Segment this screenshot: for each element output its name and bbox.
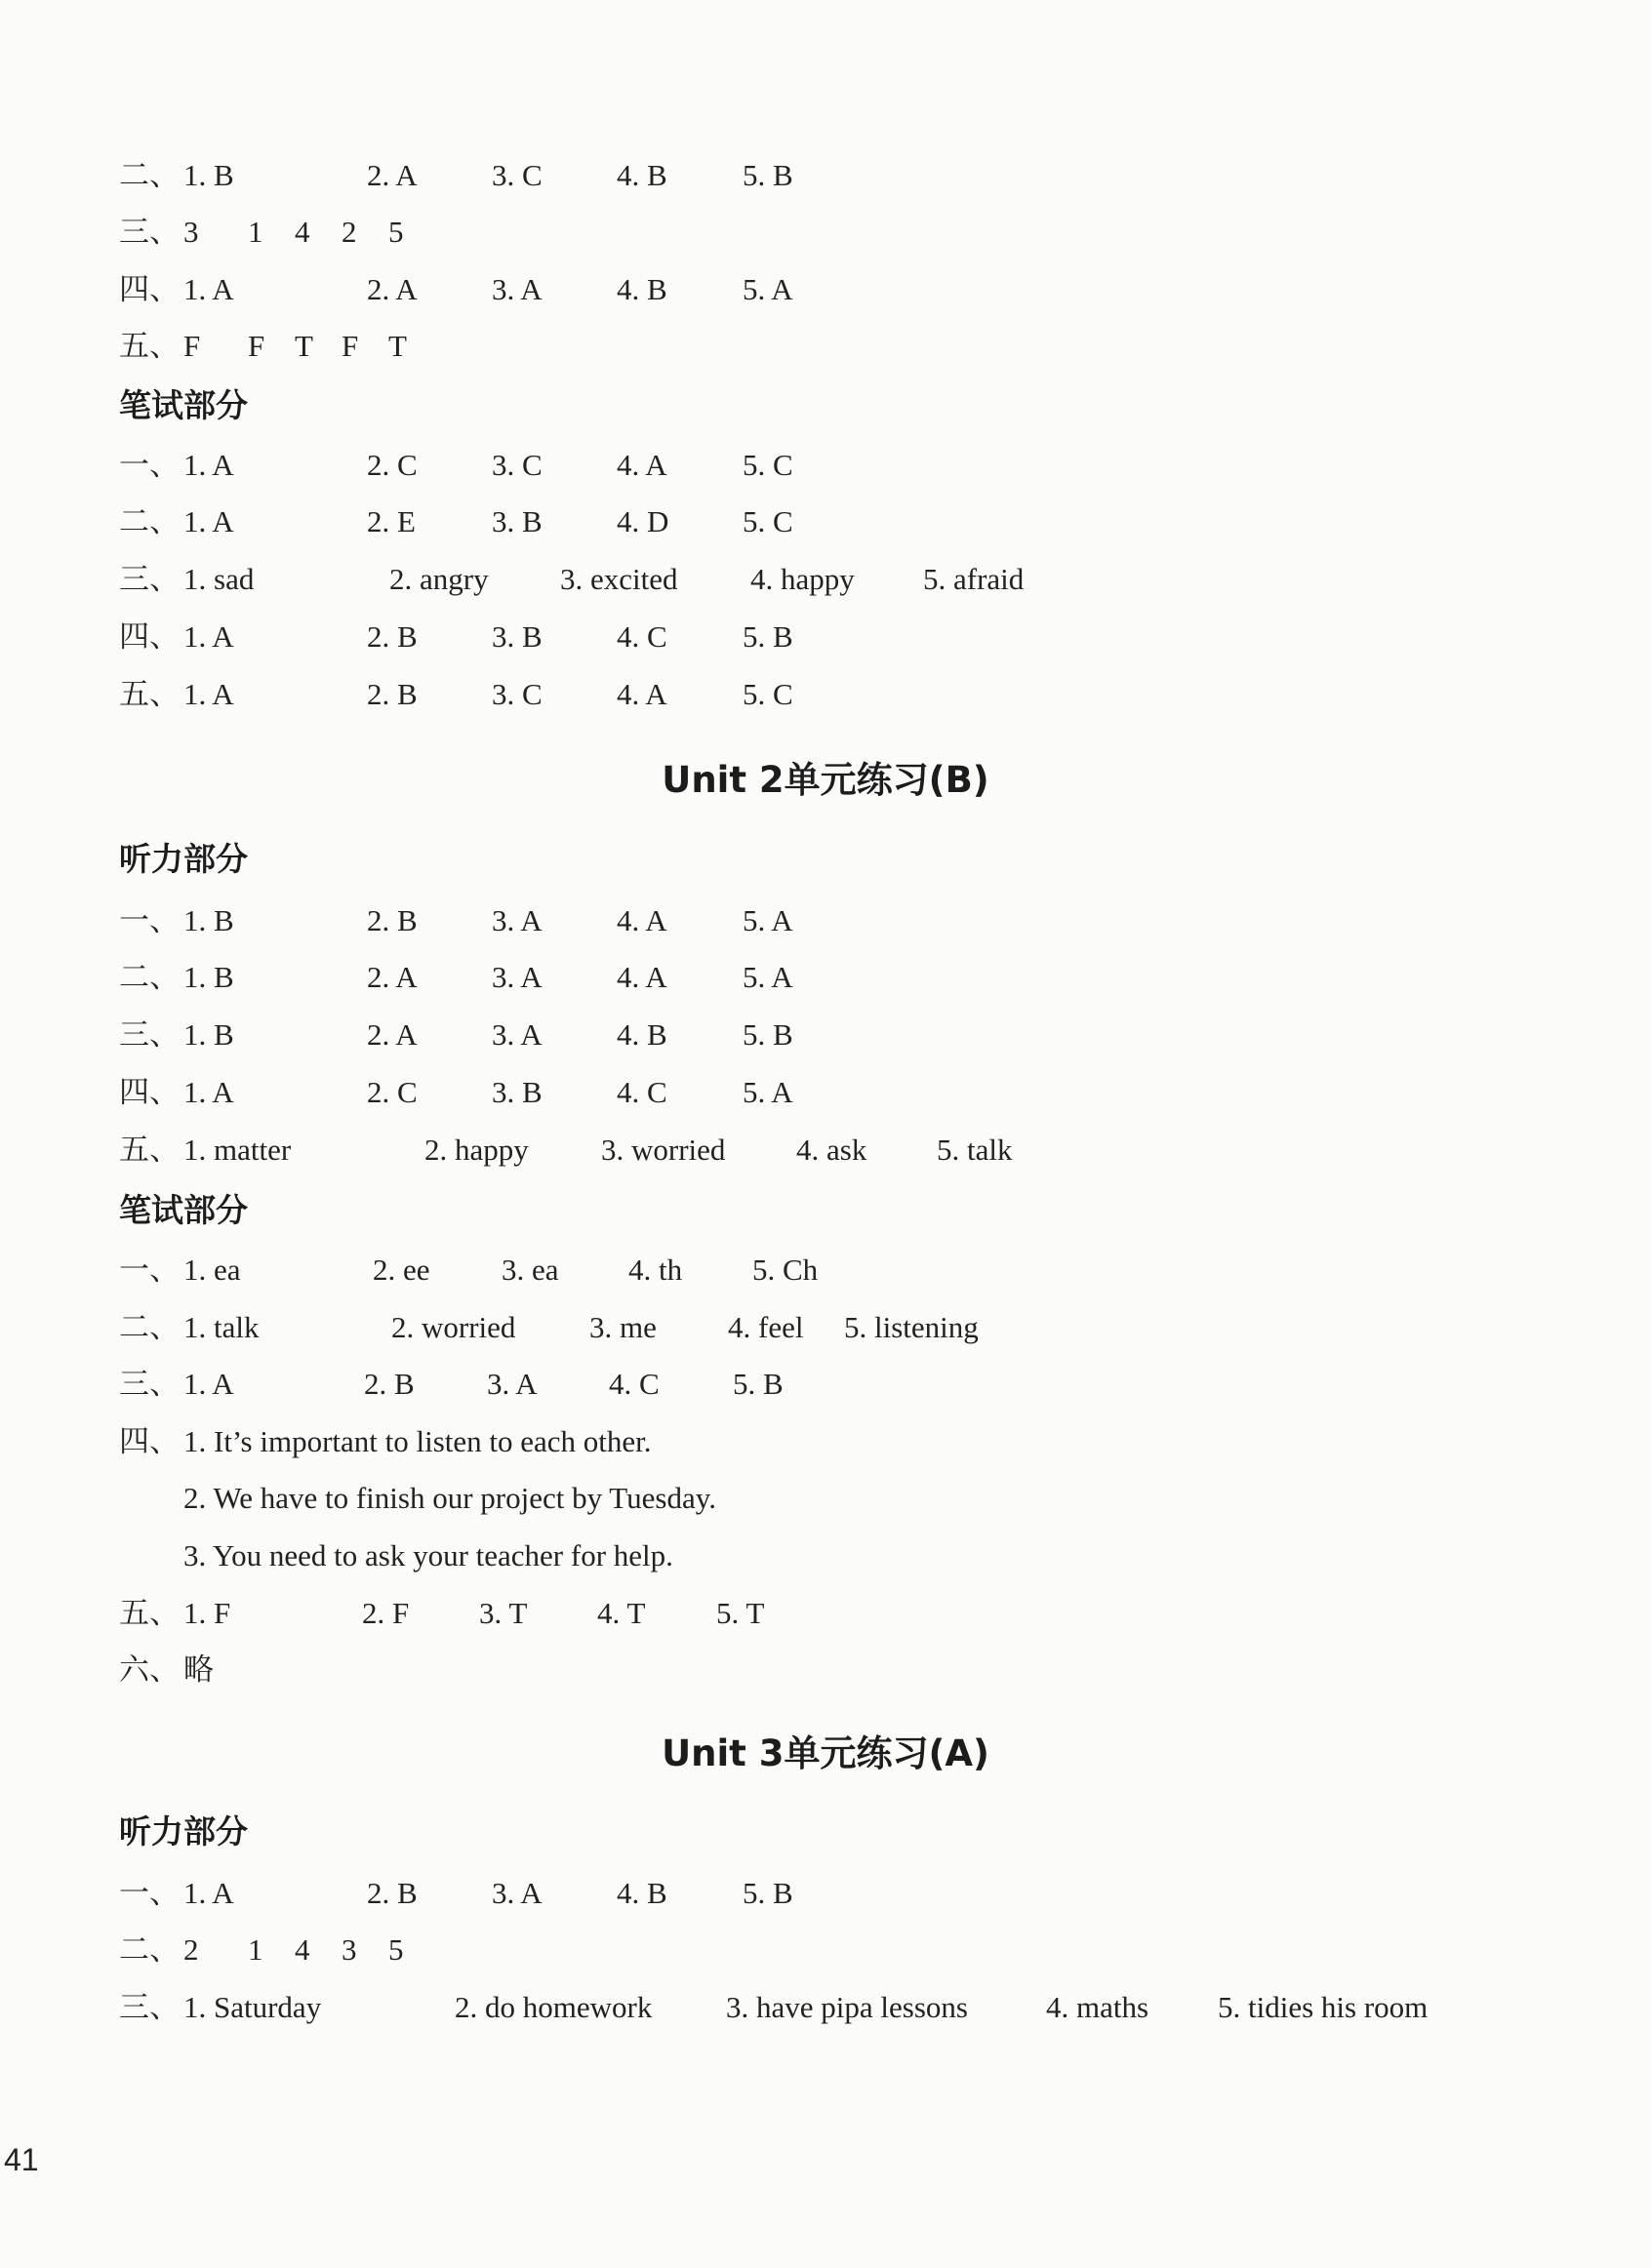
- answer-item: 1. B: [183, 158, 234, 192]
- answer-item: 4. B: [617, 272, 667, 306]
- answer-item: 3. You need to ask your teacher for help.: [183, 1538, 673, 1572]
- answer-item: 4. B: [617, 1017, 667, 1052]
- answer-item: 5. C: [743, 504, 793, 538]
- answer-item: 3. A: [492, 1876, 543, 1910]
- answer-item: 1. Saturday: [183, 1990, 322, 2024]
- answer-item: 1: [248, 1932, 263, 1967]
- answer-item: 1. It’s important to listen to each other.: [183, 1424, 652, 1458]
- answer-item: 1: [248, 215, 263, 249]
- answer-item: 3. C: [492, 158, 543, 192]
- answer-line: [0, 266, 1651, 313]
- answer-item: 5. A: [743, 903, 793, 937]
- answer-item: 3. have pipa lessons: [726, 1990, 968, 2024]
- answer-item: 1. A: [183, 272, 234, 306]
- answer-item: 5. C: [743, 448, 793, 482]
- answer-item: 2. angry: [389, 562, 489, 596]
- question-label: 一、: [119, 448, 180, 482]
- question-label: 五、: [119, 677, 180, 711]
- answer-item: 2: [342, 215, 357, 249]
- answer-item: 4. th: [628, 1253, 683, 1287]
- answer-item: 2. F: [362, 1596, 410, 1630]
- unit-title: Unit 3单元练习(A): [662, 1732, 989, 1774]
- answer-item: 4. A: [617, 903, 667, 937]
- answer-item: 3. excited: [560, 562, 678, 596]
- answer-item: 3: [342, 1932, 357, 1967]
- question-label: 二、: [119, 158, 180, 192]
- section-heading: 笔试部分: [119, 386, 248, 424]
- section-heading: 听力部分: [119, 1812, 248, 1850]
- question-label: 三、: [119, 1017, 180, 1052]
- question-label: 五、: [119, 329, 180, 363]
- answer-item: 3. me: [589, 1310, 657, 1344]
- answer-item: 2. B: [367, 1876, 418, 1910]
- answer-line: [0, 1069, 1651, 1116]
- answer-item: 3. A: [492, 903, 543, 937]
- answer-item: 5. Ch: [752, 1253, 819, 1287]
- answer-line: [0, 1127, 1651, 1174]
- answer-item: 5. A: [743, 272, 793, 306]
- unit-title: Unit 2单元练习(B): [662, 759, 989, 801]
- answer-item: 2. A: [367, 960, 418, 994]
- question-label: 二、: [119, 1932, 180, 1967]
- answer-line: [0, 1647, 1651, 1693]
- answer-line: [0, 1984, 1651, 2031]
- answer-item: 5. A: [743, 1075, 793, 1109]
- answer-item: 略: [183, 1652, 214, 1687]
- answer-item: 5. B: [743, 1017, 793, 1052]
- answer-item: 3. A: [492, 1017, 543, 1052]
- answer-item: 1. matter: [183, 1133, 292, 1167]
- answer-line: [0, 954, 1651, 1001]
- answer-item: 2. worried: [391, 1310, 516, 1344]
- answer-line: [0, 1927, 1651, 1973]
- question-label: 四、: [119, 1424, 180, 1458]
- answer-item: 2. B: [364, 1367, 415, 1401]
- answer-line: [0, 1418, 1651, 1465]
- answer-item: 1. A: [183, 619, 234, 654]
- question-label: 四、: [119, 1075, 180, 1109]
- answer-item: 2. A: [367, 1017, 418, 1052]
- answer-item: 2. C: [367, 448, 418, 482]
- answer-item: 3. B: [492, 1075, 543, 1109]
- answer-item: 1. A: [183, 448, 234, 482]
- answer-item: 1. A: [183, 1876, 234, 1910]
- answer-line: [0, 1590, 1651, 1637]
- answer-line: [0, 897, 1651, 944]
- answer-item: 1. A: [183, 1367, 234, 1401]
- answer-line: [0, 1012, 1651, 1058]
- answer-item: 5: [388, 215, 404, 249]
- page-number: 41: [4, 2142, 39, 2177]
- question-label: 四、: [119, 272, 180, 306]
- answer-item: 1. A: [183, 504, 234, 538]
- question-label: 二、: [119, 504, 180, 538]
- section-heading: 听力部分: [119, 840, 248, 878]
- answer-item: 4. happy: [750, 562, 855, 596]
- answer-item: 4. B: [617, 158, 667, 192]
- answer-item: 4. A: [617, 677, 667, 711]
- answer-item: 3. B: [492, 504, 543, 538]
- answer-item: T: [388, 329, 407, 363]
- answer-item: 5. C: [743, 677, 793, 711]
- answer-line: [0, 209, 1651, 256]
- answer-line: [0, 152, 1651, 199]
- answer-item: 4. C: [617, 1075, 667, 1109]
- answer-item: 5. B: [743, 1876, 793, 1910]
- answer-item: F: [342, 329, 359, 363]
- answer-item: 2. C: [367, 1075, 418, 1109]
- answer-item: 4. T: [597, 1596, 646, 1630]
- answer-item: 5. A: [743, 960, 793, 994]
- answer-line: [0, 614, 1651, 660]
- answer-item: 4. A: [617, 960, 667, 994]
- answer-line: [0, 442, 1651, 489]
- answer-item: 3. A: [492, 272, 543, 306]
- answer-item: 2. E: [367, 504, 416, 538]
- question-label: 一、: [119, 1253, 180, 1287]
- answer-item: 3. worried: [601, 1133, 726, 1167]
- answer-item: 1. B: [183, 960, 234, 994]
- answer-line: [0, 1247, 1651, 1293]
- answer-item: 4: [295, 1932, 310, 1967]
- answer-line: [0, 498, 1651, 545]
- question-label: 三、: [119, 1367, 180, 1401]
- answer-item: 5. listening: [844, 1310, 979, 1344]
- question-label: 三、: [119, 562, 180, 596]
- question-label: 五、: [119, 1133, 180, 1167]
- answer-item: 2. A: [367, 158, 418, 192]
- answer-item: 1. A: [183, 677, 234, 711]
- answer-item: 2. A: [367, 272, 418, 306]
- answer-item: 2. We have to finish our project by Tuesday.: [183, 1481, 716, 1515]
- question-label: 六、: [119, 1652, 180, 1687]
- answer-line: [0, 556, 1651, 603]
- question-label: 一、: [119, 1876, 180, 1910]
- answer-item: 5. B: [733, 1367, 784, 1401]
- answer-item: 5. talk: [937, 1133, 1013, 1167]
- answer-item: 3. ea: [502, 1253, 559, 1287]
- answer-item: 4. B: [617, 1876, 667, 1910]
- answer-item: 1. F: [183, 1596, 231, 1630]
- answer-item: T: [295, 329, 313, 363]
- answer-line: [0, 323, 1651, 370]
- answer-item: 4. C: [617, 619, 667, 654]
- answer-item: 3. T: [479, 1596, 528, 1630]
- question-label: 四、: [119, 619, 180, 654]
- answer-item: F: [183, 329, 201, 363]
- answer-item: 5. B: [743, 619, 793, 654]
- answer-item: 4. maths: [1046, 1990, 1149, 2024]
- answer-item: 2. ee: [373, 1253, 430, 1287]
- answer-item: 4. A: [617, 448, 667, 482]
- answer-item: 2. happy: [424, 1133, 529, 1167]
- answer-item: 1. B: [183, 1017, 234, 1052]
- answer-item: 1. A: [183, 1075, 234, 1109]
- answer-line: [0, 1532, 1651, 1579]
- answer-item: 3. A: [492, 960, 543, 994]
- question-label: 二、: [119, 1310, 180, 1344]
- question-label: 三、: [119, 215, 180, 249]
- answer-item: 1. B: [183, 903, 234, 937]
- answer-item: 3. C: [492, 677, 543, 711]
- answer-item: 1. ea: [183, 1253, 241, 1287]
- answer-item: F: [248, 329, 265, 363]
- answer-item: 3. C: [492, 448, 543, 482]
- answer-item: 4. C: [609, 1367, 660, 1401]
- answer-item: 4. feel: [728, 1310, 804, 1344]
- answer-line: [0, 1475, 1651, 1522]
- answer-item: 4. D: [617, 504, 669, 538]
- answer-item: 2. B: [367, 619, 418, 654]
- question-label: 一、: [119, 903, 180, 937]
- answer-item: 5. T: [716, 1596, 765, 1630]
- answer-item: 1. talk: [183, 1310, 260, 1344]
- answer-item: 2: [183, 1932, 199, 1967]
- answer-item: 3. B: [492, 619, 543, 654]
- answer-item: 2. B: [367, 677, 418, 711]
- question-label: 三、: [119, 1990, 180, 2024]
- answer-item: 5. afraid: [923, 562, 1025, 596]
- answer-item: 3: [183, 215, 199, 249]
- answer-item: 5: [388, 1932, 404, 1967]
- answer-line: [0, 671, 1651, 718]
- answer-line: [0, 1304, 1651, 1351]
- answer-item: 5. tidies his room: [1218, 1990, 1429, 2024]
- answer-item: 5. B: [743, 158, 793, 192]
- answer-item: 2. do homework: [455, 1990, 653, 2024]
- answer-item: 3. A: [487, 1367, 538, 1401]
- section-heading: 笔试部分: [119, 1191, 248, 1229]
- answer-item: 1. sad: [183, 562, 255, 596]
- question-label: 五、: [119, 1596, 180, 1630]
- question-label: 二、: [119, 960, 180, 994]
- answer-item: 4: [295, 215, 310, 249]
- answer-line: [0, 1870, 1651, 1917]
- answer-item: 4. ask: [796, 1133, 867, 1167]
- answer-item: 2. B: [367, 903, 418, 937]
- answer-line: [0, 1361, 1651, 1408]
